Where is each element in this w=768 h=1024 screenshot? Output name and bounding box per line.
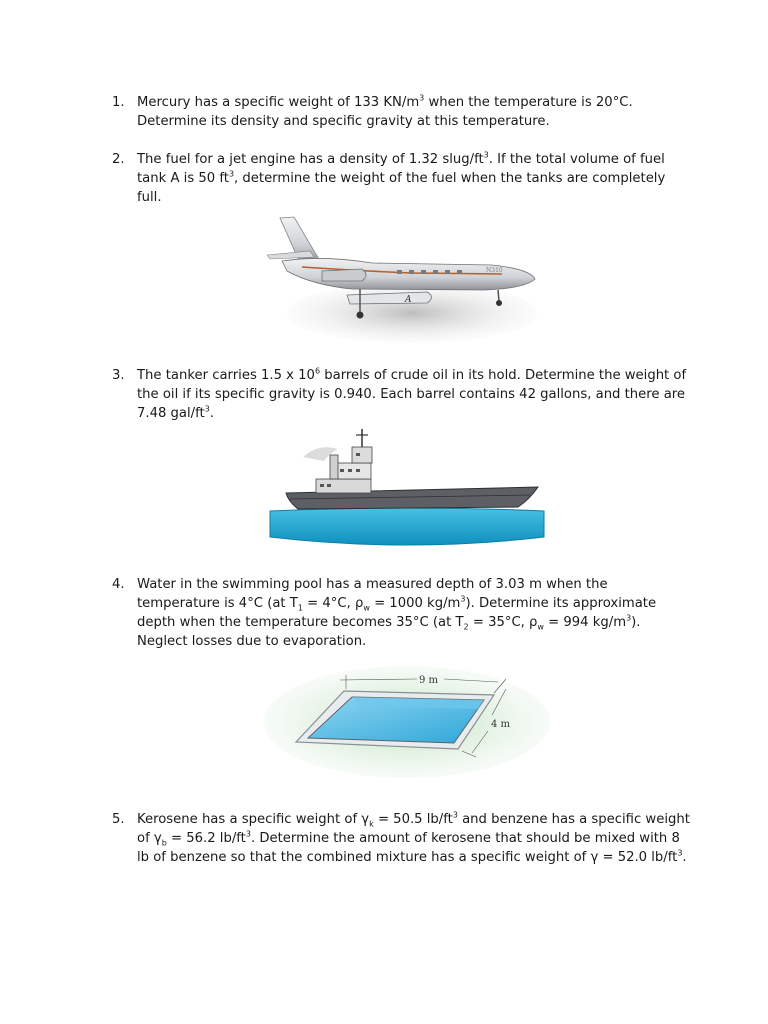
problem-text: Kerosene has a specific weight of $\gamma_k = 50.5$ $lb/ft^3$ and benzene has a specific weight of $\gamma_b = 56.2$ $lb/ft^3$. Determine the amount of kerosene that should be mixed with 8 lb of benzene so that the combined mixture has a specific weight of γ = 52.0 $lb/ft^3$. — [137, 810, 690, 865]
ground-shadow — [287, 283, 537, 343]
tanker-illustration — [268, 427, 548, 552]
problem-4 — [112, 575, 692, 651]
problem-number: 3. — [112, 368, 125, 383]
pool-figure — [262, 665, 552, 780]
problem-1 — [112, 93, 692, 131]
tanker-figure — [268, 427, 548, 552]
svg-text:N310: N310 — [486, 267, 503, 274]
sea-water — [270, 508, 544, 545]
problem-text: Water in the swimming pool has a measured depth of 3.03 m when the temperature is 4°C (at $T_1 = 4^\circ C$, $\rho_w = 1000$ $kg/m^3$). Determine its approximate depth when the temperature becomes 35°C (at $T_2 = 35^\circ C$, $\rho_w = 994$ $kg/m^3$). Neglect losses due to evaporation. — [137, 577, 657, 649]
width-label: 4 m — [491, 719, 511, 730]
problem-number: 5. — [112, 812, 125, 827]
problem-text: The tanker carries 1.5 x $10^6$ barrels of crude oil in its hold. Determine the weight of the oil if its specific gravity is 0.940. Each barrel contains 42 gallons, and there are 7.48 gal/$ft^3$. — [137, 366, 687, 421]
pool-illustration — [262, 665, 552, 780]
problem-text: Mercury has a specific weight of 133 $KN/m^3$ when the temperature is 20°C. Determine its density and specific gravity at this temperature. — [137, 93, 633, 129]
tank-label: A — [405, 295, 412, 305]
problem-3 — [112, 366, 692, 423]
problem-number: 1. — [112, 95, 125, 110]
problem-5 — [112, 810, 692, 867]
problem-2 — [112, 150, 692, 207]
problem-text: The fuel for a jet engine has a density of 1.32 slug/$ft^3$. If the total volume of fuel tank A is 50 $ft^3$, determine the weight of the fuel when the tanks are completely full. — [137, 150, 666, 205]
problem-number: 4. — [112, 577, 125, 592]
problem-number: 2. — [112, 152, 125, 167]
jet-figure — [262, 213, 547, 348]
jet-illustration — [262, 213, 547, 348]
length-label: 9 m — [419, 675, 439, 686]
